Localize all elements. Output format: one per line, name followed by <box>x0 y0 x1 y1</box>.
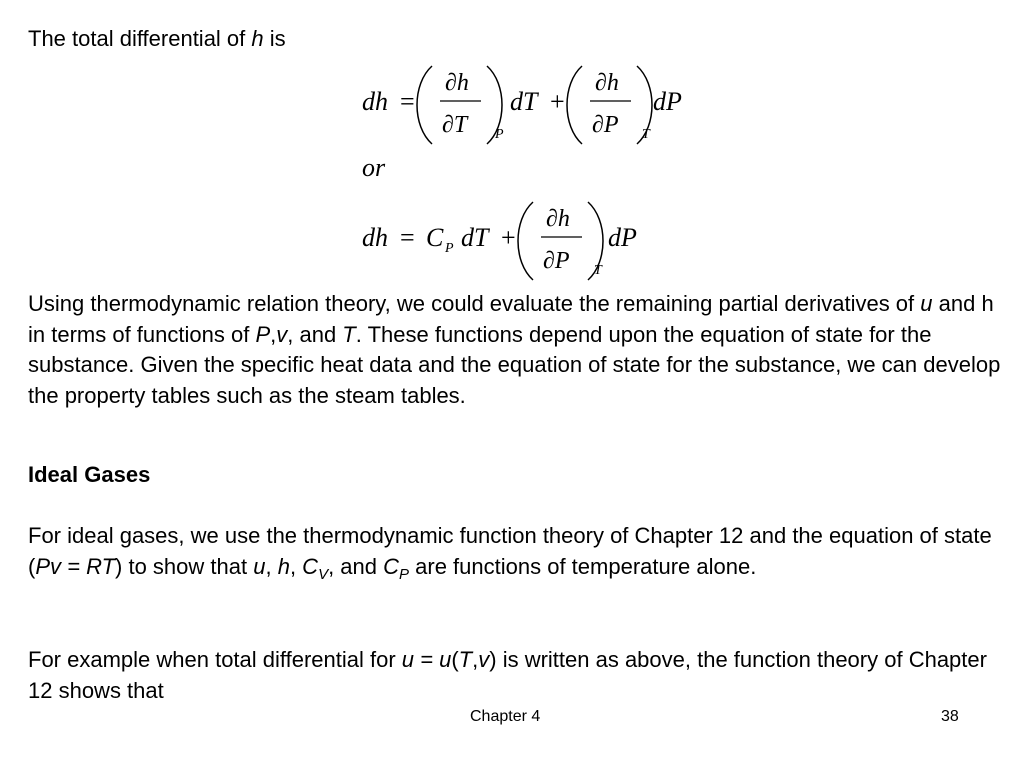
eq2-denominator: ∂P <box>543 248 570 274</box>
para2-var-h: h <box>277 553 290 579</box>
intro-text-end: is <box>263 26 286 51</box>
equation-1 <box>362 66 682 144</box>
para2-text-2: ) to show that <box>115 553 254 579</box>
eq2-lhs: dh <box>362 223 388 252</box>
para3-comma: , <box>472 647 479 672</box>
section-heading-ideal-gases: Ideal Gases <box>28 462 151 487</box>
eq1-t2-denominator: ∂P <box>592 112 619 138</box>
eq2-differential-1: dT <box>461 223 489 252</box>
para2-text-3: , and <box>328 553 384 579</box>
intro-var-h: h <box>251 26 264 51</box>
eq1-equals: = <box>400 87 415 116</box>
footer-page-number: 38 <box>941 708 959 725</box>
eq2-equals: = <box>400 223 415 252</box>
eq1-t1-subscript: P <box>495 127 504 142</box>
or-text: or <box>362 153 386 182</box>
eq1-left-paren-2 <box>567 66 582 144</box>
para1-var-u: u <box>920 291 933 316</box>
para3-var-v: v <box>478 647 490 672</box>
para1-var-p: P <box>255 321 271 347</box>
eq2-plus: + <box>501 223 516 252</box>
para3-text-1: For example when total differential for <box>28 647 402 672</box>
para2-cv-subscript: V <box>318 565 329 583</box>
eq1-t1-numerator: ∂h <box>445 70 469 96</box>
intro-text: The total differential of <box>28 26 252 51</box>
eq1-t2-differential: dP <box>653 87 682 116</box>
para3-var-t: T <box>458 647 473 672</box>
para1-var-v: v <box>276 321 288 347</box>
para2-text-4: are functions of temperature alone. <box>409 553 757 579</box>
eq1-plus: + <box>550 87 565 116</box>
para1-text-3: , and <box>287 321 343 347</box>
paragraph-relation-theory <box>28 289 1003 411</box>
para1-var-t: T <box>342 321 356 347</box>
footer-chapter-label: Chapter 4 <box>470 708 541 725</box>
eq2-left-paren <box>518 202 533 280</box>
eq2-differential-2: dP <box>608 223 637 252</box>
para3-close-paren: ) <box>489 647 497 672</box>
eq1-left-paren-1 <box>417 66 432 144</box>
equation-2 <box>362 202 637 280</box>
eq2-cp: C <box>426 223 444 252</box>
para2-comma-2: , <box>289 553 303 579</box>
para3-text-2: is written as above, the function theory of Chapter 12 shows that <box>28 647 987 703</box>
para2-var-cp: C <box>383 553 400 579</box>
eq1-t1-differential: dT <box>510 87 538 116</box>
equations-block <box>350 56 710 281</box>
para2-cp-subscript: P <box>399 565 410 583</box>
para3-open-paren: ( <box>451 647 459 672</box>
para2-text-1: For ideal gases, we use the thermodynamic function theory of Chapter 12 and the equation of state ( <box>28 523 992 579</box>
para1-text-4: . These functions depend upon the equation of state for the substance. Given the specific heat data and the equation of state for the substance, we can develop the property tables such as the steam tables. <box>28 321 1001 408</box>
para1-comma: , <box>270 321 277 347</box>
eq2-subscript: T <box>594 263 602 278</box>
eq1-t1-denominator: ∂T <box>442 112 468 138</box>
intro-line <box>28 24 286 55</box>
eq1-lhs: dh <box>362 87 388 116</box>
para3-expression: u = u <box>401 647 452 672</box>
para2-var-cv: C <box>302 553 319 579</box>
para1-text-2: and h in terms of functions of <box>28 291 994 347</box>
para2-var-u: u <box>253 553 266 579</box>
eq2-cp-subscript: P <box>445 241 454 256</box>
para2-equation-of-state: Pv = RT <box>35 553 116 579</box>
paragraph-example <box>28 645 1003 706</box>
para1-text-1: Using thermodynamic relation theory, we could evaluate the remaining partial derivatives of <box>28 291 921 316</box>
eq2-numerator: ∂h <box>546 206 570 232</box>
paragraph-ideal-gases <box>28 521 1003 582</box>
eq1-t2-subscript: T <box>642 127 650 142</box>
eq1-t2-numerator: ∂h <box>595 70 619 96</box>
para2-comma-1: , <box>265 553 278 579</box>
